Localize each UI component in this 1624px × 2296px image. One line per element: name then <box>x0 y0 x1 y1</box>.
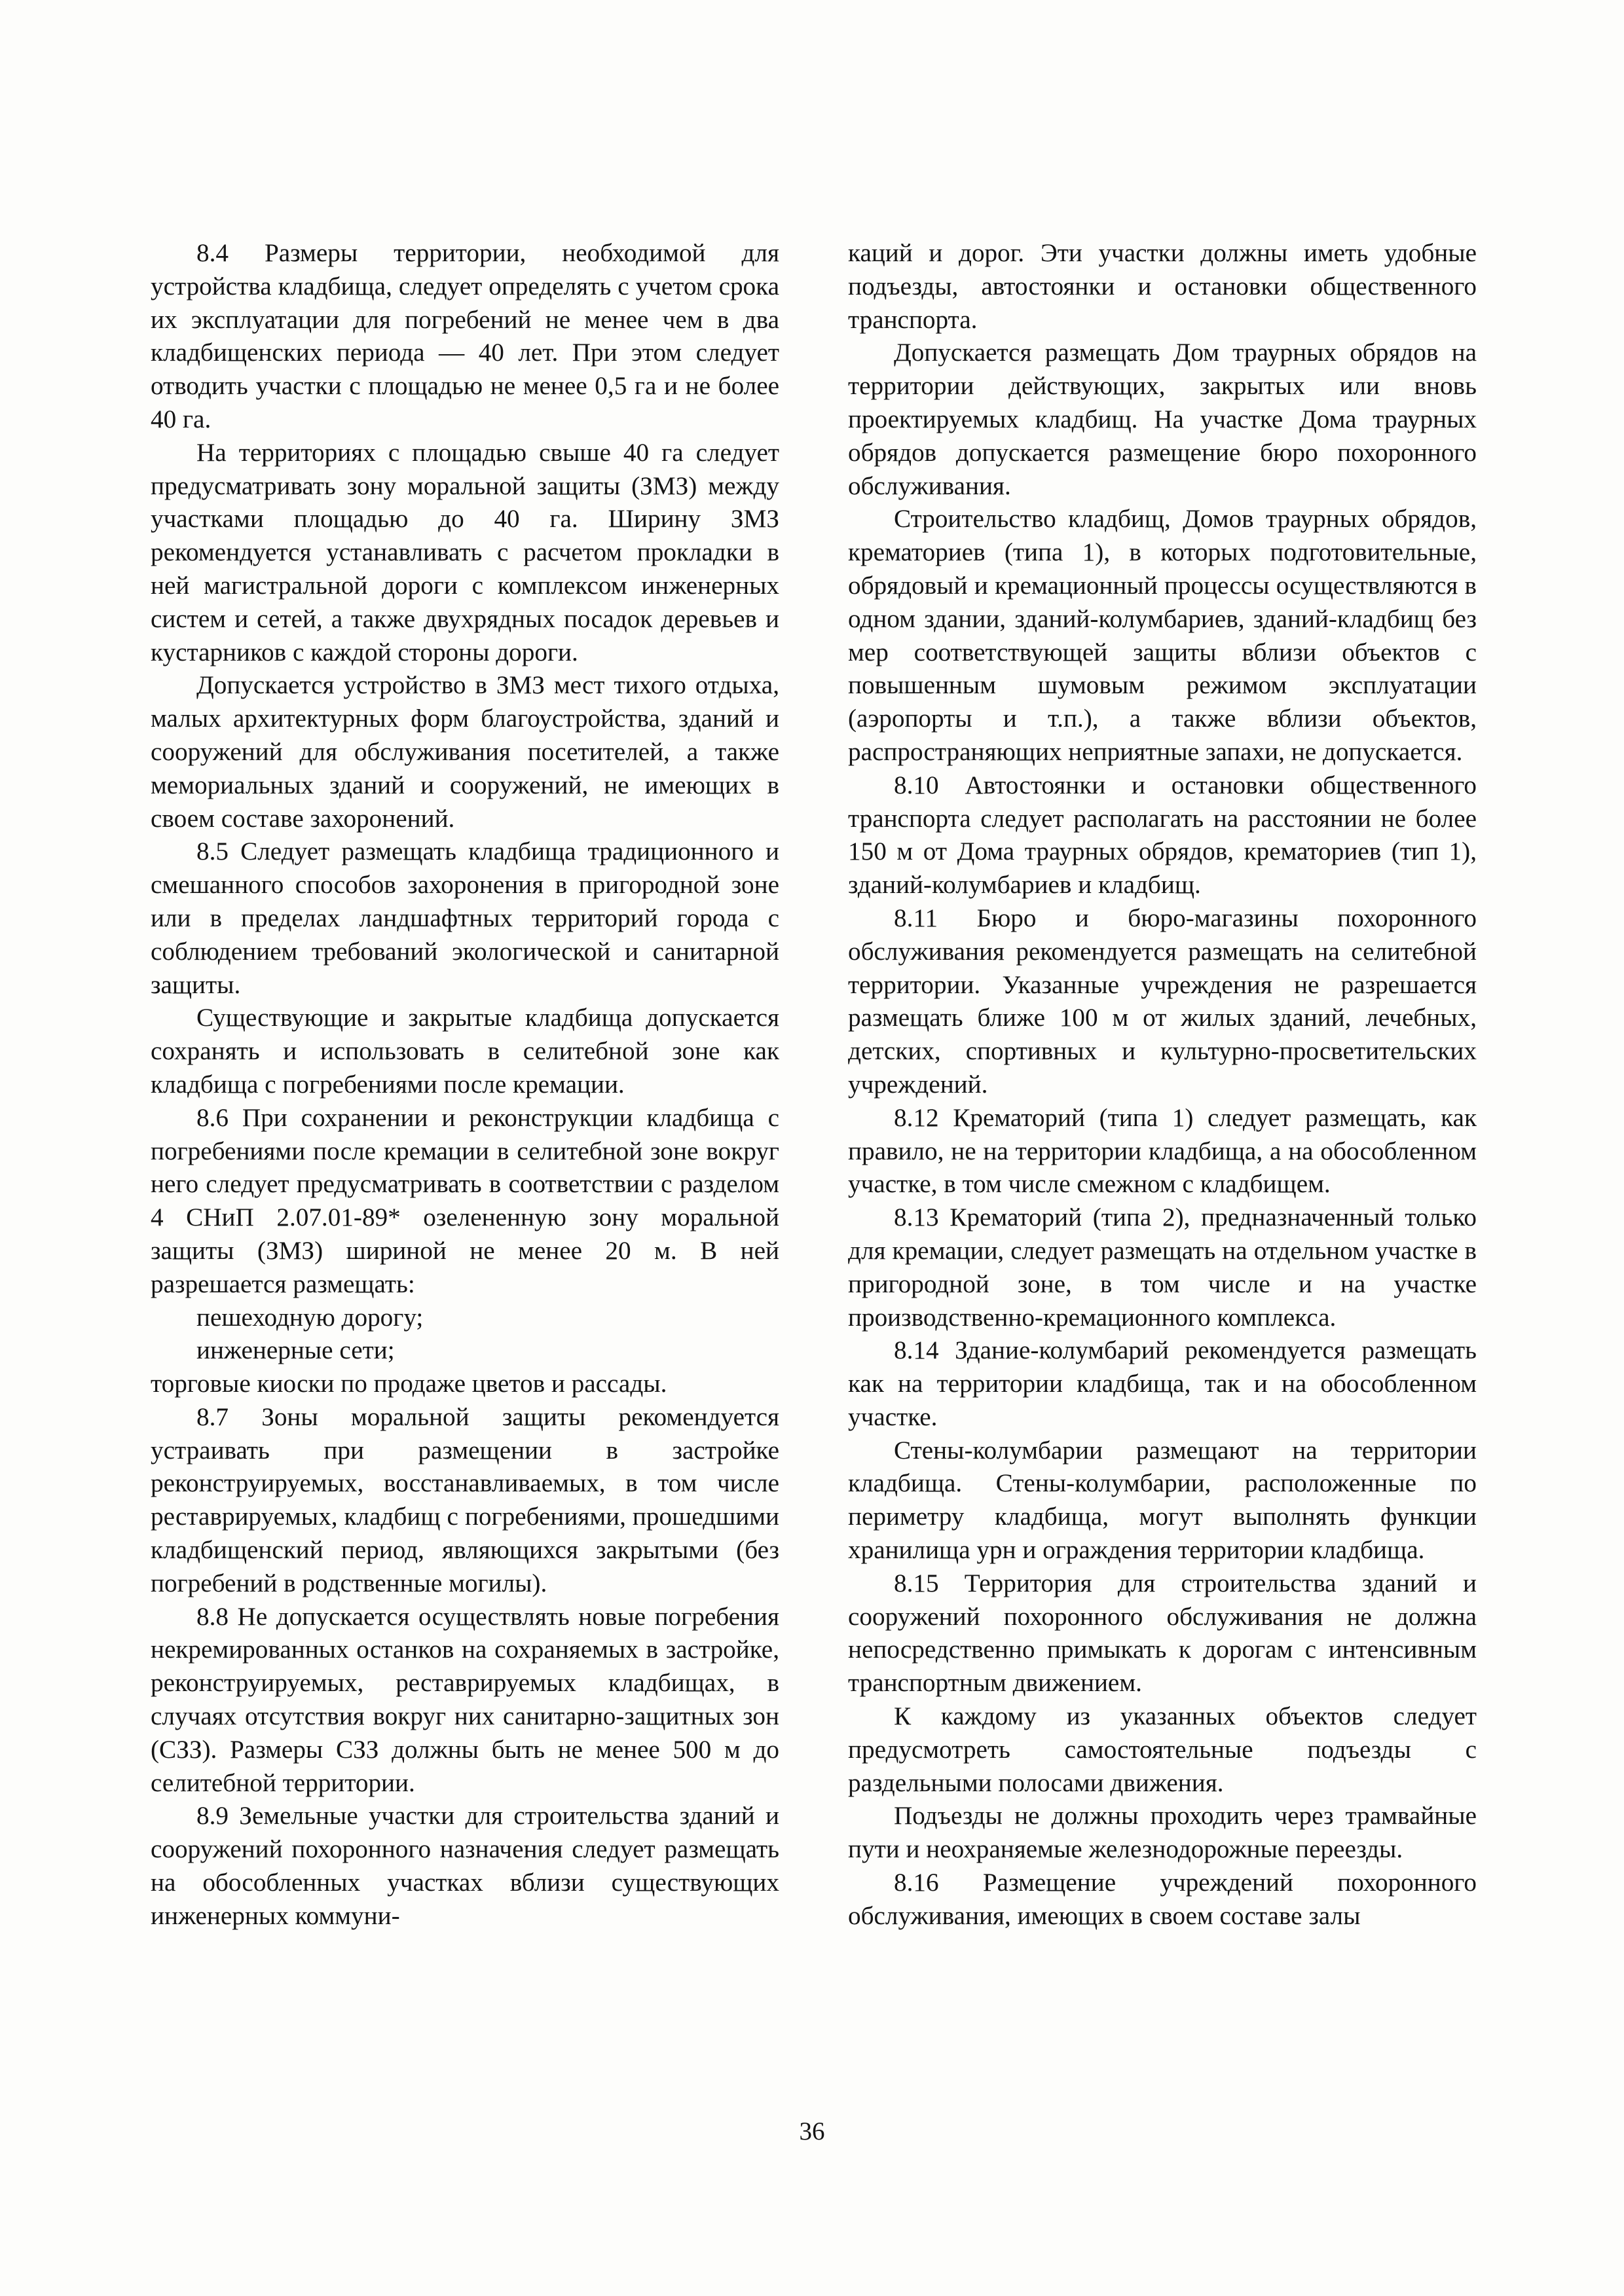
paragraph-8-6: 8.6 При сохранении и реконструкции кладбища с погребениями после кремации в селитебной зоне вокруг него следует предусматривать в соответствии с разделом 4 СНиП 2.07.01-89* озелененную зону моральной защиты (ЗМЗ) шириной не менее 20 м. В ней разрешается размещать: <box>151 1103 779 1298</box>
paragraph-8-13: 8.13 Крематорий (типа 2), предназначенный только для кремации, следует размещать на отдельном участке в пригородной зоне, в том числе и на участке производственно-кремационного комплекса. <box>848 1203 1477 1332</box>
list-item-pedestrian-road: пешеходную дорогу; <box>196 1303 424 1332</box>
paragraph-construction-restrictions: Строительство кладбищ, Домов траурных обрядов, крематориев (типа 1), в которых подготовительные, обрядовый и кремационный процессы осуществляются в одном здании, зданий-колумбариев, зданий-кладбищ без мер соответствующей защиты вблизи объектов с повышенным шумовым режимом эксплуатации (аэропорты и т.п.), а также вблизи объектов, распространяющих неприятные запахи, не допускается. <box>848 505 1477 766</box>
paragraph-8-15: 8.15 Территория для строительства зданий и сооружений похоронного обслуживания не должна непосредственно примыкать к дорогам с интенсивным транспортным движением. <box>848 1569 1477 1698</box>
page-number: 36 <box>799 2117 825 2145</box>
paragraph-8-9-continued: каций и дорог. Эти участки должны иметь удобные подъезды, автостоянки и остановки общественного транспорта. <box>848 239 1477 334</box>
paragraph-8-9: 8.9 Земельные участки для строительства зданий и сооружений похоронного назначения следует размещать на обособленных участках вблизи существующих инженерных коммуни- <box>151 1802 779 1930</box>
paragraph-columbarium-walls: Стены-колумбарии размещают на территории кладбища. Стены-колумбарии, расположенные по периметру кладбища, могут выполнять функции хранилища урн и ограждения территории кладбища. <box>848 1436 1477 1565</box>
paragraph-zmz-area: На территориях с площадью свыше 40 га следует предусматривать зону моральной защиты (ЗМЗ) между участками площадью до 40 га. Ширину ЗМЗ рекомендуется устанавливать с расчетом прокладки в ней магистральной дороги с комплексом инженерных систем и сетей, а также двухрядных посадок деревьев и кустарников с каждой стороны дороги. <box>151 438 779 666</box>
right-column <box>848 237 1477 1933</box>
paragraph-8-11: 8.11 Бюро и бюро-магазины похоронного обслуживания рекомендуется размещать на селитебной территории. Указанные учреждения не разрешается размещать ближе 100 м от жилых зданий, лечебных, детских, спортивных и культурно-просветительских учреждений. <box>848 903 1477 1099</box>
paragraph-mourning-house: Допускается размещать Дом траурных обрядов на территории действующих, закрытых или вновь проектируемых кладбищ. На участке Дома траурных обрядов допускается размещение бюро похоронного обслуживания. <box>848 338 1477 500</box>
left-column <box>151 237 779 1933</box>
paragraph-8-7: 8.7 Зоны моральной защиты рекомендуется устраивать при размещении в застройке реконструируемых, восстанавливаемых, в том числе реставрируемых, кладбищ с погребениями, прошедшими кладбищенский период, являющихся закрытыми (без погребений в родственные могилы). <box>151 1402 779 1597</box>
paragraph-8-14: 8.14 Здание-колумбарий рекомендуется размещать как на территории кладбища, так и на обособленном участке. <box>848 1336 1477 1431</box>
list-item-engineering-networks: инженерные сети; <box>196 1336 395 1365</box>
list-item-kiosks: торговые киоски по продаже цветов и рассады. <box>151 1370 667 1398</box>
paragraph-8-4: 8.4 Размеры территории, необходимой для устройства кладбища, следует определять с учетом срока их эксплуатации для погребений не менее чем в два кладбищенских периода — 40 лет. При этом следует отводить участки с площадью не менее 0,5 га и не более 40 га. <box>151 239 779 433</box>
paragraph-8-12: 8.12 Крематорий (типа 1) следует размещать, как правило, не на территории кладбища, а на обособленном участке, в том числе смежном с кладбищем. <box>848 1103 1477 1199</box>
paragraph-access-roads: К каждому из указанных объектов следует предусмотреть самостоятельные подъезды с раздельными полосами движения. <box>848 1702 1477 1797</box>
paragraph-8-10: 8.10 Автостоянки и остановки общественного транспорта следует располагать на расстоянии не более 150 м от Дома траурных обрядов, крематориев (тип 1), зданий-колумбариев и кладбищ. <box>848 771 1477 900</box>
paragraph-8-16: 8.16 Размещение учреждений похоронного обслуживания, имеющих в своем составе залы <box>848 1868 1477 1930</box>
paragraph-tram-crossings: Подъезды не должны проходить через трамвайные пути и неохраняемые железнодорожные переезды. <box>848 1802 1477 1864</box>
paragraph-8-8: 8.8 Не допускается осуществлять новые погребения некремированных останков на сохраняемых в застройке, реконструируемых, реставрируемых кладбищах, в случаях отсутствия вокруг них санитарно-защитных зон (СЗЗ). Размеры СЗЗ должны быть не менее 500 м до селитебной территории. <box>151 1602 779 1797</box>
paragraph-zmz-allowed: Допускается устройство в ЗМЗ мест тихого отдыха, малых архитектурных форм благоустройства, зданий и сооружений для обслуживания посетителей, а также мемориальных зданий и сооружений, не имеющих в своем составе захоронений. <box>151 671 779 833</box>
paragraph-existing-cemeteries: Существующие и закрытые кладбища допускается сохранять и использовать в селитебной зоне как кладбища с погребениями после кремации. <box>151 1004 779 1099</box>
paragraph-8-5: 8.5 Следует размещать кладбища традиционного и смешанного способов захоронения в пригородной зоне или в пределах ландшафтных территорий города с соблюдением требований экологической и санитарной защиты. <box>151 837 779 999</box>
